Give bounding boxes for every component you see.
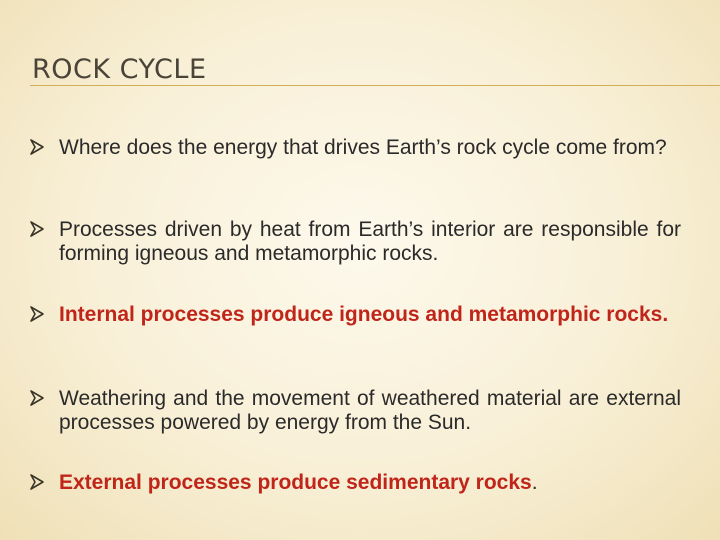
arrowhead-bullet-icon (28, 473, 46, 491)
bullet-text-main: External processes produce sedimentary rocks (59, 471, 532, 494)
slide-title: ROCK CYCLE (32, 54, 207, 85)
arrowhead-bullet-icon (28, 305, 46, 323)
bullet-text-emphasis (59, 471, 681, 495)
arrowhead-bullet-icon (28, 220, 46, 238)
arrowhead-bullet-icon (28, 138, 46, 156)
arrowhead-bullet-icon (28, 389, 46, 407)
bullet-text: Where does the energy that drives Earth’s rock cycle come from? (59, 136, 667, 159)
bullet-text: Processes driven by heat from Earth’s interior are responsible for forming igneous and metamorphic rocks. (59, 218, 681, 265)
bullet-text: Weathering and the movement of weathered material are external processes powered by energy from the Sun. (59, 387, 681, 434)
bullet-text-period: . (531, 471, 538, 494)
bullet-text-emphasis: Internal processes produce igneous and metamorphic rocks. (59, 303, 669, 326)
